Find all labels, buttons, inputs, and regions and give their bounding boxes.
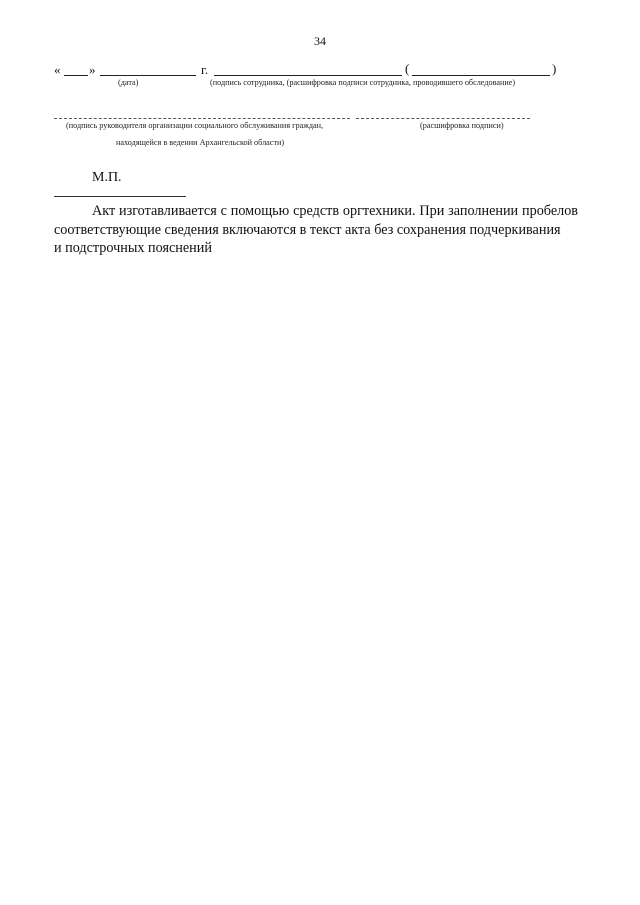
- date-caption: (дата): [118, 78, 139, 87]
- close-quote: »: [89, 62, 96, 77]
- month-blank-line: [100, 75, 196, 76]
- head-signature-caption-line2: находящейся в ведении Архангельской области): [116, 138, 285, 147]
- year-suffix: г.: [201, 62, 209, 77]
- stamp-label: М.П.: [92, 170, 122, 185]
- head-signature-line: [54, 118, 350, 119]
- open-paren: (: [405, 61, 410, 76]
- employee-signature-caption: (подпись сотрудника, (расшифровка подписи сотрудника, проводившего обследование): [210, 78, 516, 87]
- page-number: 34: [314, 34, 326, 48]
- head-signature-caption: (подпись руководителя организации социального обслуживания граждан,: [66, 121, 324, 130]
- day-blank-line: [64, 75, 88, 76]
- employee-signature-line: [214, 75, 402, 76]
- head-name-caption: (расшифровка подписи): [420, 121, 504, 130]
- footnote-separator: [54, 196, 186, 197]
- head-name-line: [356, 118, 530, 119]
- close-paren: ): [552, 61, 557, 76]
- open-quote: «: [54, 62, 61, 77]
- footnote-last-line: и подстрочных пояснений: [54, 240, 212, 256]
- footnote-text: Акт изготавливается с помощью средств оргтехники. При заполнении пробелов соответствующие сведения включаются в текст акта без сохранения подчеркивания: [54, 203, 578, 238]
- employee-name-line: [412, 75, 550, 76]
